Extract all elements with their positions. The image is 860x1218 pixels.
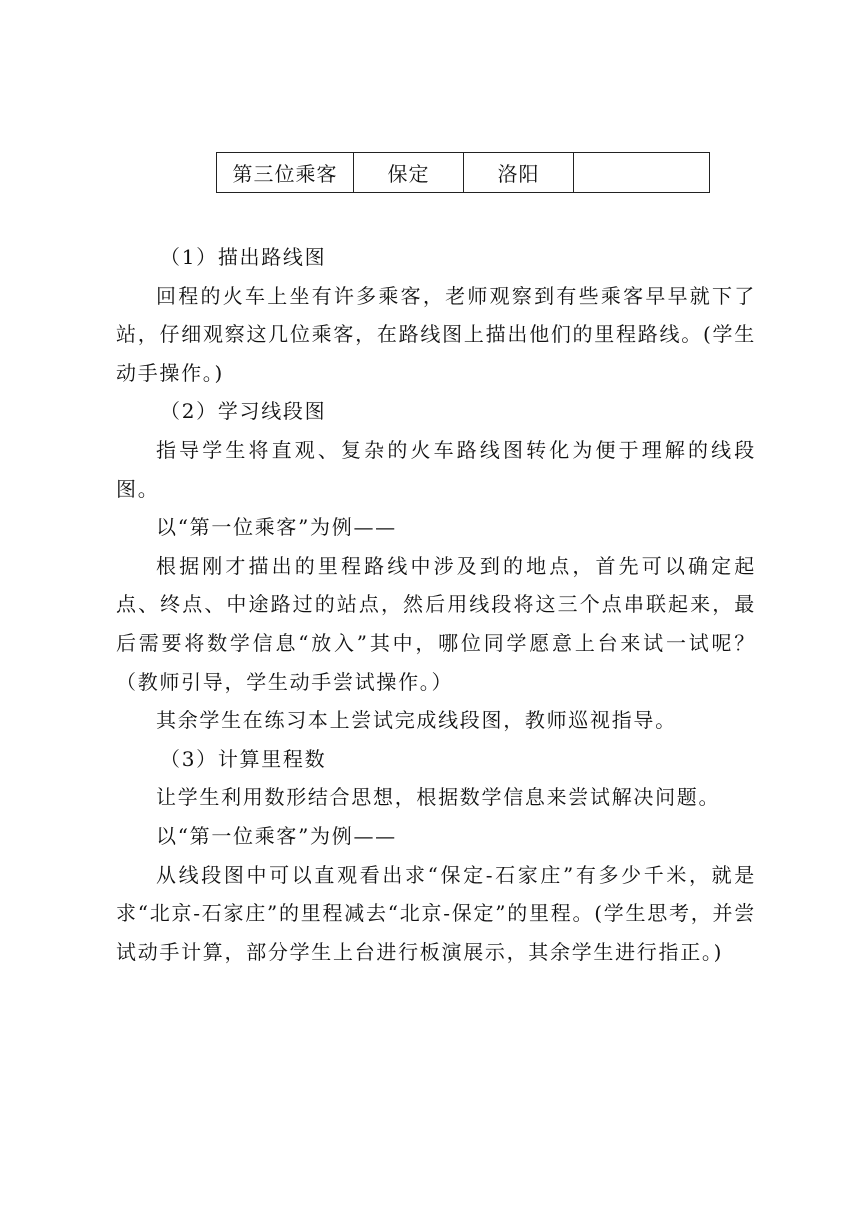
paragraph: 指导学生将直观、复杂的火车路线图转化为便于理解的线段图。 [116, 437, 756, 501]
section-heading-calculate: （3）计算里程数 [160, 746, 327, 771]
section-heading-line-segment: （2）学习线段图 [160, 399, 327, 424]
from-station-cell: 保定 [354, 153, 464, 193]
document-body [116, 238, 756, 971]
paragraph: 从线段图中可以直观看出求“保定-石家庄”有多少千米，就是求“北京-石家庄”的里程减去“北京-保定”的里程。(学生思考，并尝试动手计算，部分学生上台进行板演展示，其余学生进行指正。) [116, 862, 756, 964]
passenger-table-wrapper [216, 152, 710, 193]
distance-cell [574, 153, 710, 193]
paragraph: 其余学生在练习本上尝试完成线段图，教师巡视指导。 [156, 708, 677, 733]
to-station-cell: 洛阳 [464, 153, 574, 193]
paragraph: 让学生利用数形结合思想，根据数学信息来尝试解决问题。 [156, 785, 721, 810]
passenger-table [216, 152, 710, 193]
paragraph: 回程的火车上坐有许多乘客，老师观察到有些乘客早早就下了站，仔细观察这几位乘客，在路线图上描出他们的里程路线。(学生动手操作。) [116, 283, 756, 385]
paragraph: 以“第一位乘客”为例—— [156, 515, 397, 540]
paragraph: 根据刚才描出的里程路线中涉及到的地点，首先可以确定起点、终点、中途路过的站点，然后用线段将这三个点串联起来，最后需要将数学信息“放入”其中，哪位同学愿意上台来试一试呢？（教师引导，学生动手尝试操作。） [116, 553, 756, 694]
section-heading-route: （1）描出路线图 [160, 245, 327, 269]
passenger-cell: 第三位乘客 [217, 153, 354, 193]
table-row [217, 153, 710, 193]
paragraph: 以“第一位乘客”为例—— [156, 823, 397, 848]
